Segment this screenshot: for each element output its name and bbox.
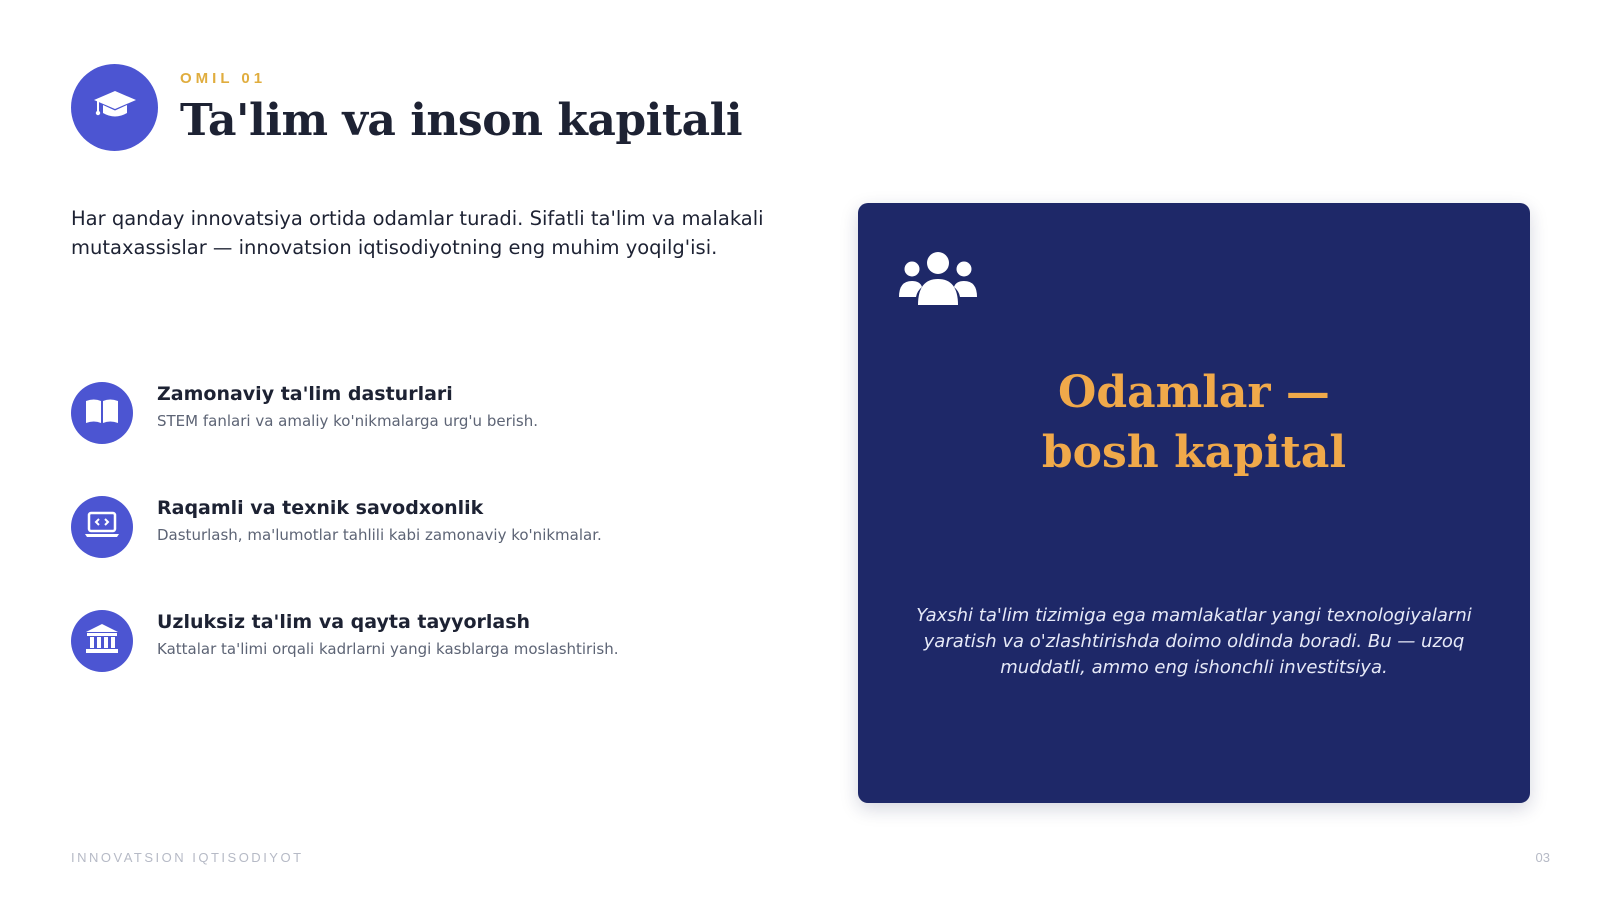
feature-description: Kattalar ta'limi orqali kadrlarni yangi kasblarga moslashtirish. xyxy=(157,640,619,658)
institution-icon xyxy=(85,623,119,660)
card-headline-line: bosh kapital xyxy=(1041,427,1347,478)
feature-item xyxy=(71,610,791,724)
card-quote: Yaxshi ta'lim tizimiga ega mamlakatlar yangi texnologiyalarni yaratish va o'zlashtirishda doimo oldinda boradi. Bu — uzoq muddatli, ammo eng ishonchli investitsiya. xyxy=(916,605,1472,678)
feature-description: STEM fanlari va amaliy ko'nikmalarga urg'u berish. xyxy=(157,412,538,430)
feature-item xyxy=(71,382,791,496)
feature-title: Raqamli va texnik savodxonlik xyxy=(157,497,484,519)
slide-header xyxy=(71,64,742,151)
card-headline xyxy=(858,363,1530,483)
header-text xyxy=(180,70,742,146)
feature-icon-badge xyxy=(71,496,133,558)
people-group-icon xyxy=(898,249,978,312)
feature-icon-badge xyxy=(71,382,133,444)
feature-text xyxy=(157,496,602,546)
section-kicker: OMIL 01 xyxy=(180,69,267,87)
page-title: Ta'lim va inson kapitali xyxy=(180,94,743,146)
intro-paragraph: Har qanday innovatsiya ortida odamlar turadi. Sifatli ta'lim va malakali mutaxassislar — innovatsion iqtisodiyotning eng muhim yoqilg'isi. xyxy=(71,207,764,259)
open-book-icon xyxy=(84,397,120,430)
card-headline-line: Odamlar — xyxy=(1058,367,1330,418)
feature-text xyxy=(157,382,538,432)
feature-item xyxy=(71,496,791,610)
footer-title: INNOVATSION IQTISODIYOT xyxy=(71,850,304,865)
feature-description: Dasturlash, ma'lumotlar tahlili kabi zamonaviy ko'nikmalar. xyxy=(157,526,602,544)
graduation-cap-icon xyxy=(92,88,138,127)
feature-title: Zamonaviy ta'lim dasturlari xyxy=(157,383,453,405)
header-badge xyxy=(71,64,158,151)
laptop-code-icon xyxy=(84,510,120,545)
page-number: 03 xyxy=(1535,850,1550,865)
highlight-card xyxy=(858,203,1530,803)
feature-list xyxy=(71,382,791,724)
feature-icon-badge xyxy=(71,610,133,672)
feature-text xyxy=(157,610,618,660)
feature-title: Uzluksiz ta'lim va qayta tayyorlash xyxy=(157,611,531,633)
